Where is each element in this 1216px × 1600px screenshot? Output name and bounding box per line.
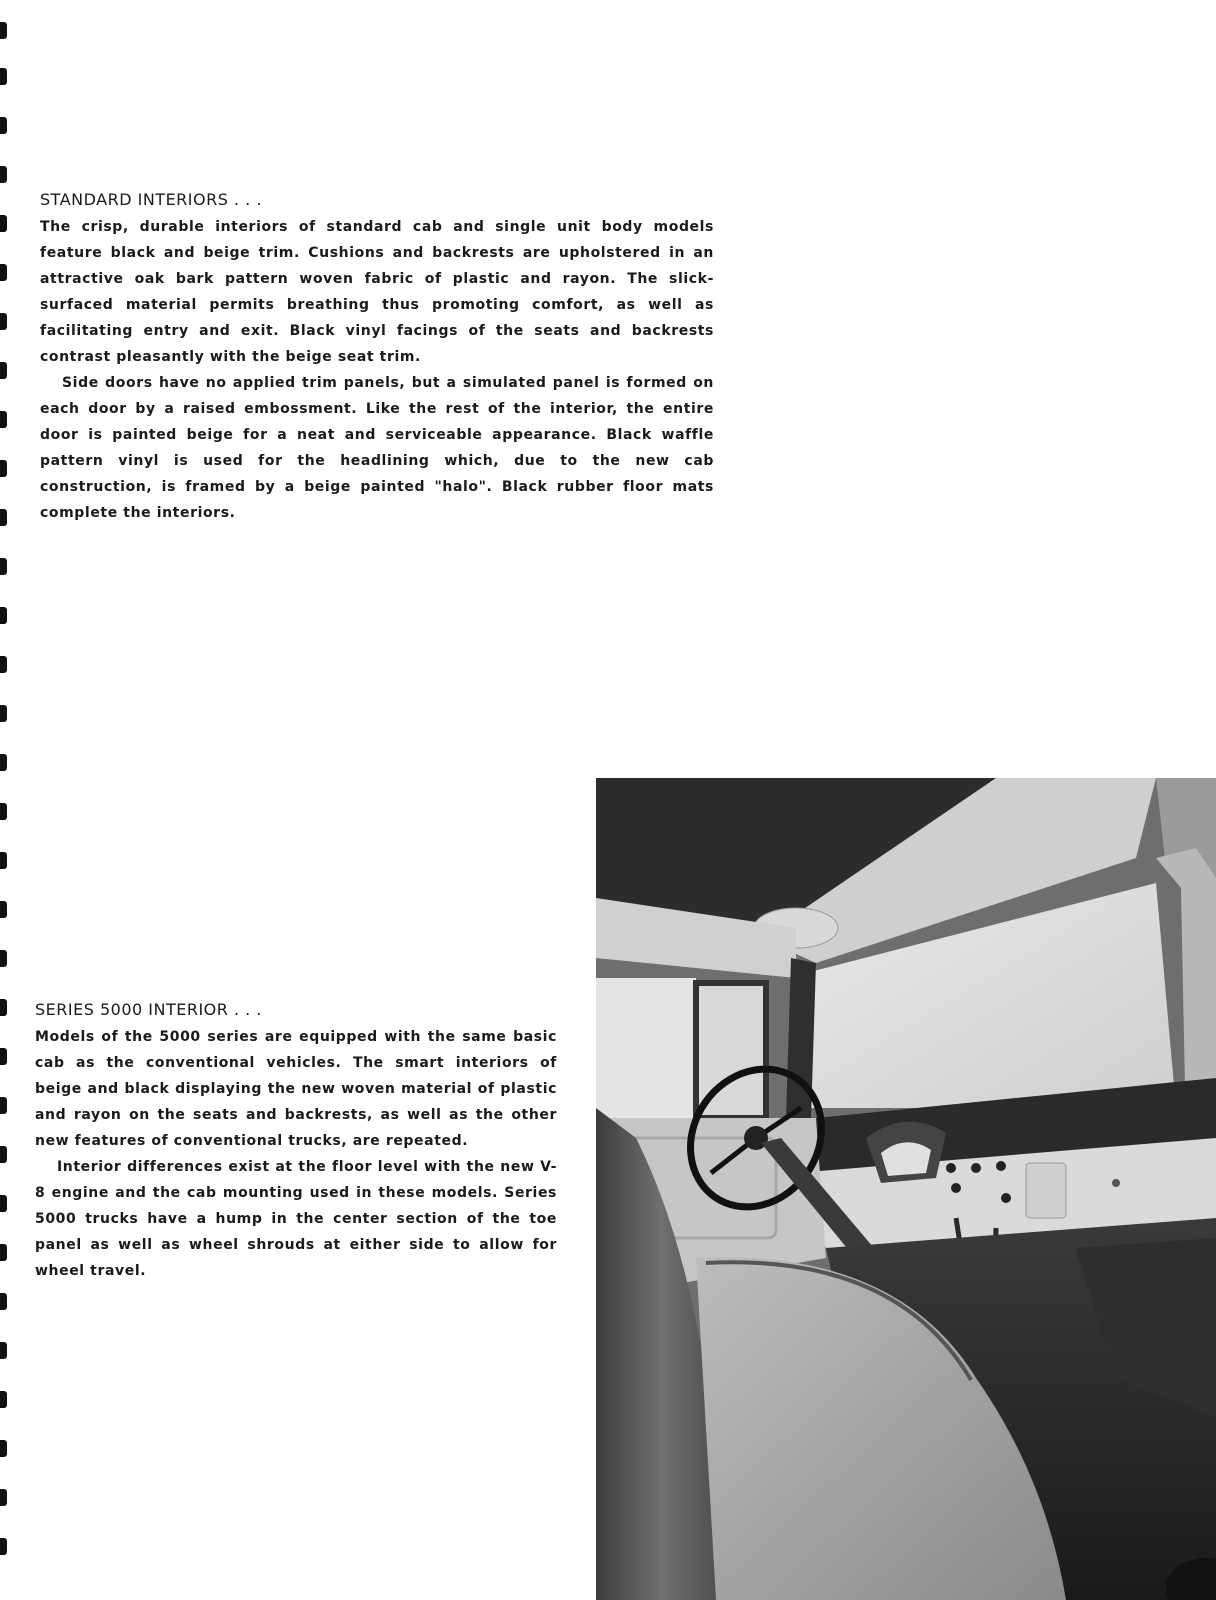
binding-hole [0, 215, 7, 232]
glove-box [1026, 1163, 1066, 1218]
binding-hole [0, 1293, 7, 1310]
binding-hole [0, 1048, 7, 1065]
binding-hole [0, 999, 7, 1016]
binding-hole [0, 558, 7, 575]
dash-knob [1001, 1193, 1011, 1203]
binding-hole [0, 1146, 7, 1163]
binding-hole [0, 901, 7, 918]
binding-hole [0, 460, 7, 477]
binding-hole [0, 1440, 7, 1457]
standard-interiors-heading: STANDARD INTERIORS . . . [40, 190, 262, 209]
series-5000-interior-heading: SERIES 5000 INTERIOR . . . [35, 1000, 262, 1019]
binding-hole [0, 803, 7, 820]
binding-hole [0, 264, 7, 281]
dash-knob [996, 1161, 1006, 1171]
binding-hole [0, 607, 7, 624]
binding-hole [0, 1538, 7, 1555]
standard-interiors-paragraph-2: Side doors have no applied trim panels, but a simulated panel is formed on each door by a raised embossment. Like the rest of the interior, the entire door is painted beige for a neat and serviceable appearance. Black waffle pattern vinyl is used for the headlining which, due to the new cab construction, is framed by a beige painted "halo". Black rubber floor mats complete the interiors. [40, 375, 714, 521]
dash-knob [971, 1163, 981, 1173]
cab-interior-illustration [596, 778, 1216, 1600]
binding-hole [0, 950, 7, 967]
side-window [596, 978, 696, 1118]
binding-hole [0, 656, 7, 673]
binding-hole [0, 1244, 7, 1261]
dash-knob [946, 1163, 956, 1173]
binding-hole [0, 117, 7, 134]
binding-hole [0, 754, 7, 771]
binding-hole [0, 411, 7, 428]
binding-hole [0, 1097, 7, 1114]
binding-hole [0, 166, 7, 183]
series-5000-paragraph-1: Models of the 5000 series are equipped with the same basic cab as the conventional vehicles. The smart interiors of beige and black displaying the new woven material of plastic and rayon on the seats and backrests, as well as the other new features of conventional trucks, are repeated. [35, 1029, 557, 1149]
dash-knob [951, 1183, 961, 1193]
binding-hole [0, 1342, 7, 1359]
binding-hole [0, 852, 7, 869]
binding-hole [0, 1195, 7, 1212]
binding-hole [0, 313, 7, 330]
binding-hole [0, 68, 7, 85]
binding-hole [0, 1489, 7, 1506]
binding-hole [0, 22, 7, 39]
standard-interiors-paragraph-1: The crisp, durable interiors of standard cab and single unit body models feature black and beige trim. Cushions and backrests are upholstered in an attractive oak bark pattern woven fabric of plastic and rayon. The slick-surfaced material permits breathing thus promoting comfort, as well as facilitating entry and exit. Black vinyl facings of the seats and backrests contrast pleasantly with the beige seat trim. [40, 219, 714, 365]
dash-knob [1112, 1179, 1120, 1187]
binding-hole [0, 1391, 7, 1408]
standard-interiors-section [40, 190, 714, 526]
series-5000-interior-section [35, 1000, 557, 1284]
truck-cab-interior-photo [596, 778, 1216, 1600]
binding-hole [0, 705, 7, 722]
binding-hole [0, 509, 7, 526]
binding-holes [0, 0, 12, 1600]
series-5000-paragraph-2: Interior differences exist at the floor level with the new V-8 engine and the cab mounting used in these models. Series 5000 trucks have a hump in the center section of the toe panel as well as wheel shrouds at either side to allow for wheel travel. [35, 1159, 557, 1279]
binding-hole [0, 362, 7, 379]
